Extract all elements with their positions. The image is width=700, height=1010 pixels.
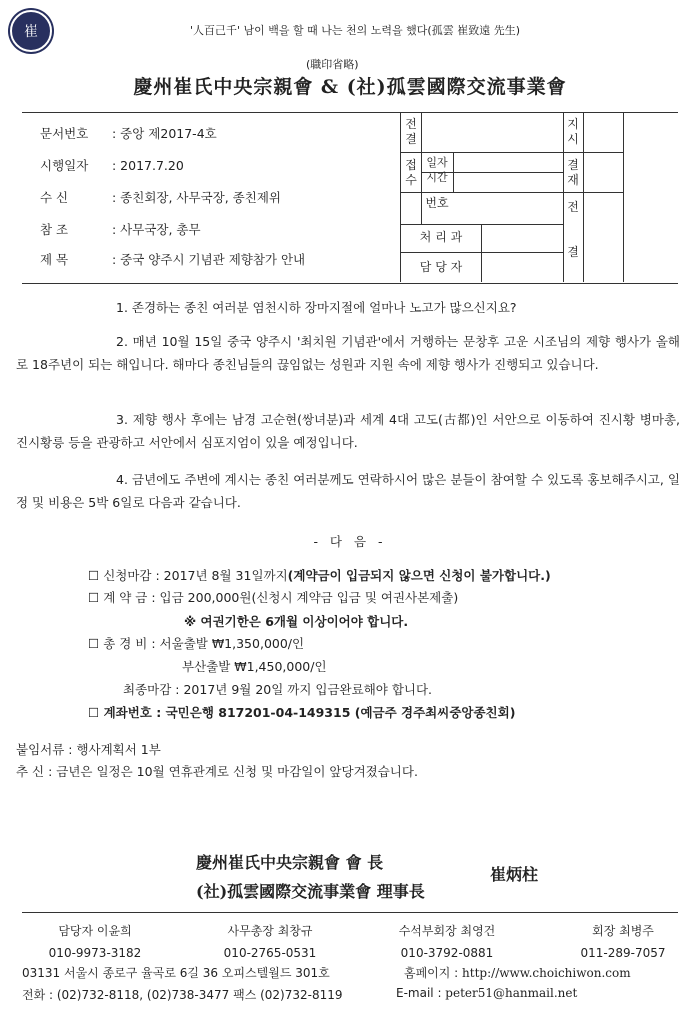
- info-label: 시행일자: [40, 158, 89, 173]
- staff-contact: [372, 920, 522, 964]
- approval-jeongyeol: 전 결: [405, 117, 417, 146]
- info-date: 시행일자 : 2017.7.20: [40, 158, 184, 173]
- staff-contact: [548, 920, 698, 964]
- homepage-link[interactable]: http://www.choichiwon.com: [462, 966, 631, 980]
- email: E-mail : peter51@hanmail.net: [396, 986, 578, 1000]
- info-label: 제 목: [40, 252, 69, 267]
- info-label: 문서번호: [40, 126, 89, 141]
- org-logo: [8, 8, 54, 54]
- staff-role-name: 회장 최병주: [592, 924, 654, 938]
- busan-cost: 부산출발 ₩1,450,000/인: [182, 659, 327, 674]
- final-deadline: 최종마감 : 2017년 9월 20일 까지 입금완료해야 합니다.: [123, 682, 433, 697]
- staff-phone: 010-9973-3182: [48, 946, 142, 960]
- checkbox-icon: ☐: [88, 590, 100, 605]
- checkbox-icon: ☐: [88, 568, 100, 583]
- attachment: 붙임서류 : 행사계획서 1부: [16, 742, 161, 757]
- staff-contact: [195, 920, 345, 964]
- signatory-title-2: (社)孤雲國際交流事業會 理事長: [196, 882, 425, 901]
- checkbox-icon: ☐: [88, 636, 100, 651]
- approval-number: 번호: [425, 196, 449, 210]
- paragraph-2: 2. 매년 10월 15일 중국 양주시 '최치원 기념관'에서 거행하는 문창후 고운 시조님의 제향 행사가 올해로 18주년이 되는 해입니다. 해마다 종친님들의 끊임없는 성원과 지원 속에 제향 행사가 진행되고 있습니다.: [16, 334, 680, 372]
- staff-phone: 010-3792-0881: [400, 946, 494, 960]
- info-value: 사무국장, 총무: [120, 222, 201, 237]
- staff-role-name: 사무총장 최창규: [227, 924, 313, 938]
- info-value: 2017.7.20: [120, 158, 184, 173]
- info-value: 중국 양주시 기념관 제향참가 안내: [120, 252, 306, 267]
- logo-glyph: 崔: [10, 10, 52, 52]
- info-value: 종친회장, 사무국장, 종친제위: [120, 190, 281, 205]
- notice-heading: - 다 음 -: [313, 534, 387, 549]
- paragraph-3: 3. 제향 행사 후에는 남경 고순현(쌍녀분)과 세계 4대 고도(古都)인 서안으로 이동하여 진시황 병마총, 진시황릉 등을 관광하고 서안에서 심포지엄이 있을 예정입니다.: [16, 412, 680, 450]
- info-label: 수 신: [40, 190, 69, 205]
- info-subject: 제 목 : 중국 양주시 기념관 제향참가 안내: [40, 252, 306, 267]
- info-label: 참 조: [40, 222, 69, 237]
- item-application-deadline: ☐ 신청마감 : 2017년 8월 31일까지(계약금이 입금되지 않으면 신청이 불가합니다.): [88, 568, 551, 583]
- approval-table: [400, 112, 679, 282]
- item-deposit: ☐ 계 약 금 : 입금 200,000원(신청시 계약금 입금 및 여권사본제출): [88, 590, 459, 605]
- signature-block: [196, 850, 425, 902]
- approval-processing-dept: 처 리 과: [419, 230, 463, 244]
- homepage: 홈페이지 : http://www.choichiwon.com: [404, 966, 631, 980]
- approval-jisi: 지 시: [567, 117, 579, 146]
- staff-role-name: 수석부회장 최영건: [398, 924, 496, 938]
- signatory-title-1: 慶州崔氏中央宗親會 會 長: [196, 853, 384, 872]
- passport-note: ※ 여권기한은 6개월 이상이어야 합니다.: [184, 614, 409, 629]
- item-account: ☐ 계좌번호 : 국민은행 817201-04-149315 (예금주 경주최씨중앙종친회): [88, 705, 516, 720]
- postscript: 추 신 : 금년은 일정은 10월 연휴관계로 신청 및 마감일이 앞당겨졌습니다.: [16, 764, 418, 779]
- staff-phone: 011-289-7057: [580, 946, 666, 960]
- phone-fax: 전화 : (02)732-8118, (02)738-3477 팩스 (02)732-8119: [22, 988, 343, 1002]
- paragraph-1: 1. 존경하는 종친 여러분 염천시하 장마지절에 얼마나 노고가 많으신지요?: [116, 300, 517, 315]
- motto: '人百己千' 남이 백을 할 때 나는 천의 노력을 했다(孤雲 崔致遠 先生): [190, 24, 520, 37]
- staff-phone: 010-2765-0531: [223, 946, 317, 960]
- org-title: 慶州崔氏中央宗親會 & (社)孤雲國際交流事業會: [133, 76, 567, 98]
- info-reference: 참 조 : 사무국장, 총무: [40, 222, 201, 237]
- staff-contact: [20, 920, 170, 964]
- checkbox-icon: ☐: [88, 705, 100, 720]
- approval-person-in-charge: 담 당 자: [419, 260, 463, 274]
- staff-role-name: 담당자 이윤희: [58, 924, 132, 938]
- approval-jeongyeol-2: 전 결: [567, 200, 579, 259]
- address: 03131 서울시 종로구 율곡로 6길 36 오피스텔월드 301호: [22, 966, 330, 980]
- seal-omitted-note: (職印省略): [306, 58, 359, 71]
- approval-jeopsu: 접 수: [405, 158, 417, 187]
- signatory-name: 崔炳柱: [490, 865, 539, 884]
- info-recipient: 수 신 : 종친회장, 사무국장, 종친제위: [40, 190, 281, 205]
- email-link[interactable]: peter51@hanmail.net: [445, 986, 578, 1000]
- paragraph-4: 4. 금년에도 주변에 계시는 종친 여러분께도 연락하시어 많은 분들이 참여할 수 있도록 홍보해주시고, 일정 및 비용은 5박 6일로 다음과 같습니다.: [16, 472, 680, 510]
- item-total-cost: ☐ 총 경 비 : 서울출발 ₩1,350,000/인: [88, 636, 305, 651]
- approval-date-time: 일자 시간: [426, 156, 448, 184]
- approval-gyeoljae: 결 재: [567, 158, 579, 187]
- info-value: 중앙 제2017-4호: [120, 126, 217, 141]
- footer-divider: [22, 912, 678, 913]
- info-doc-number: 문서번호 : 중앙 제2017-4호: [40, 126, 217, 141]
